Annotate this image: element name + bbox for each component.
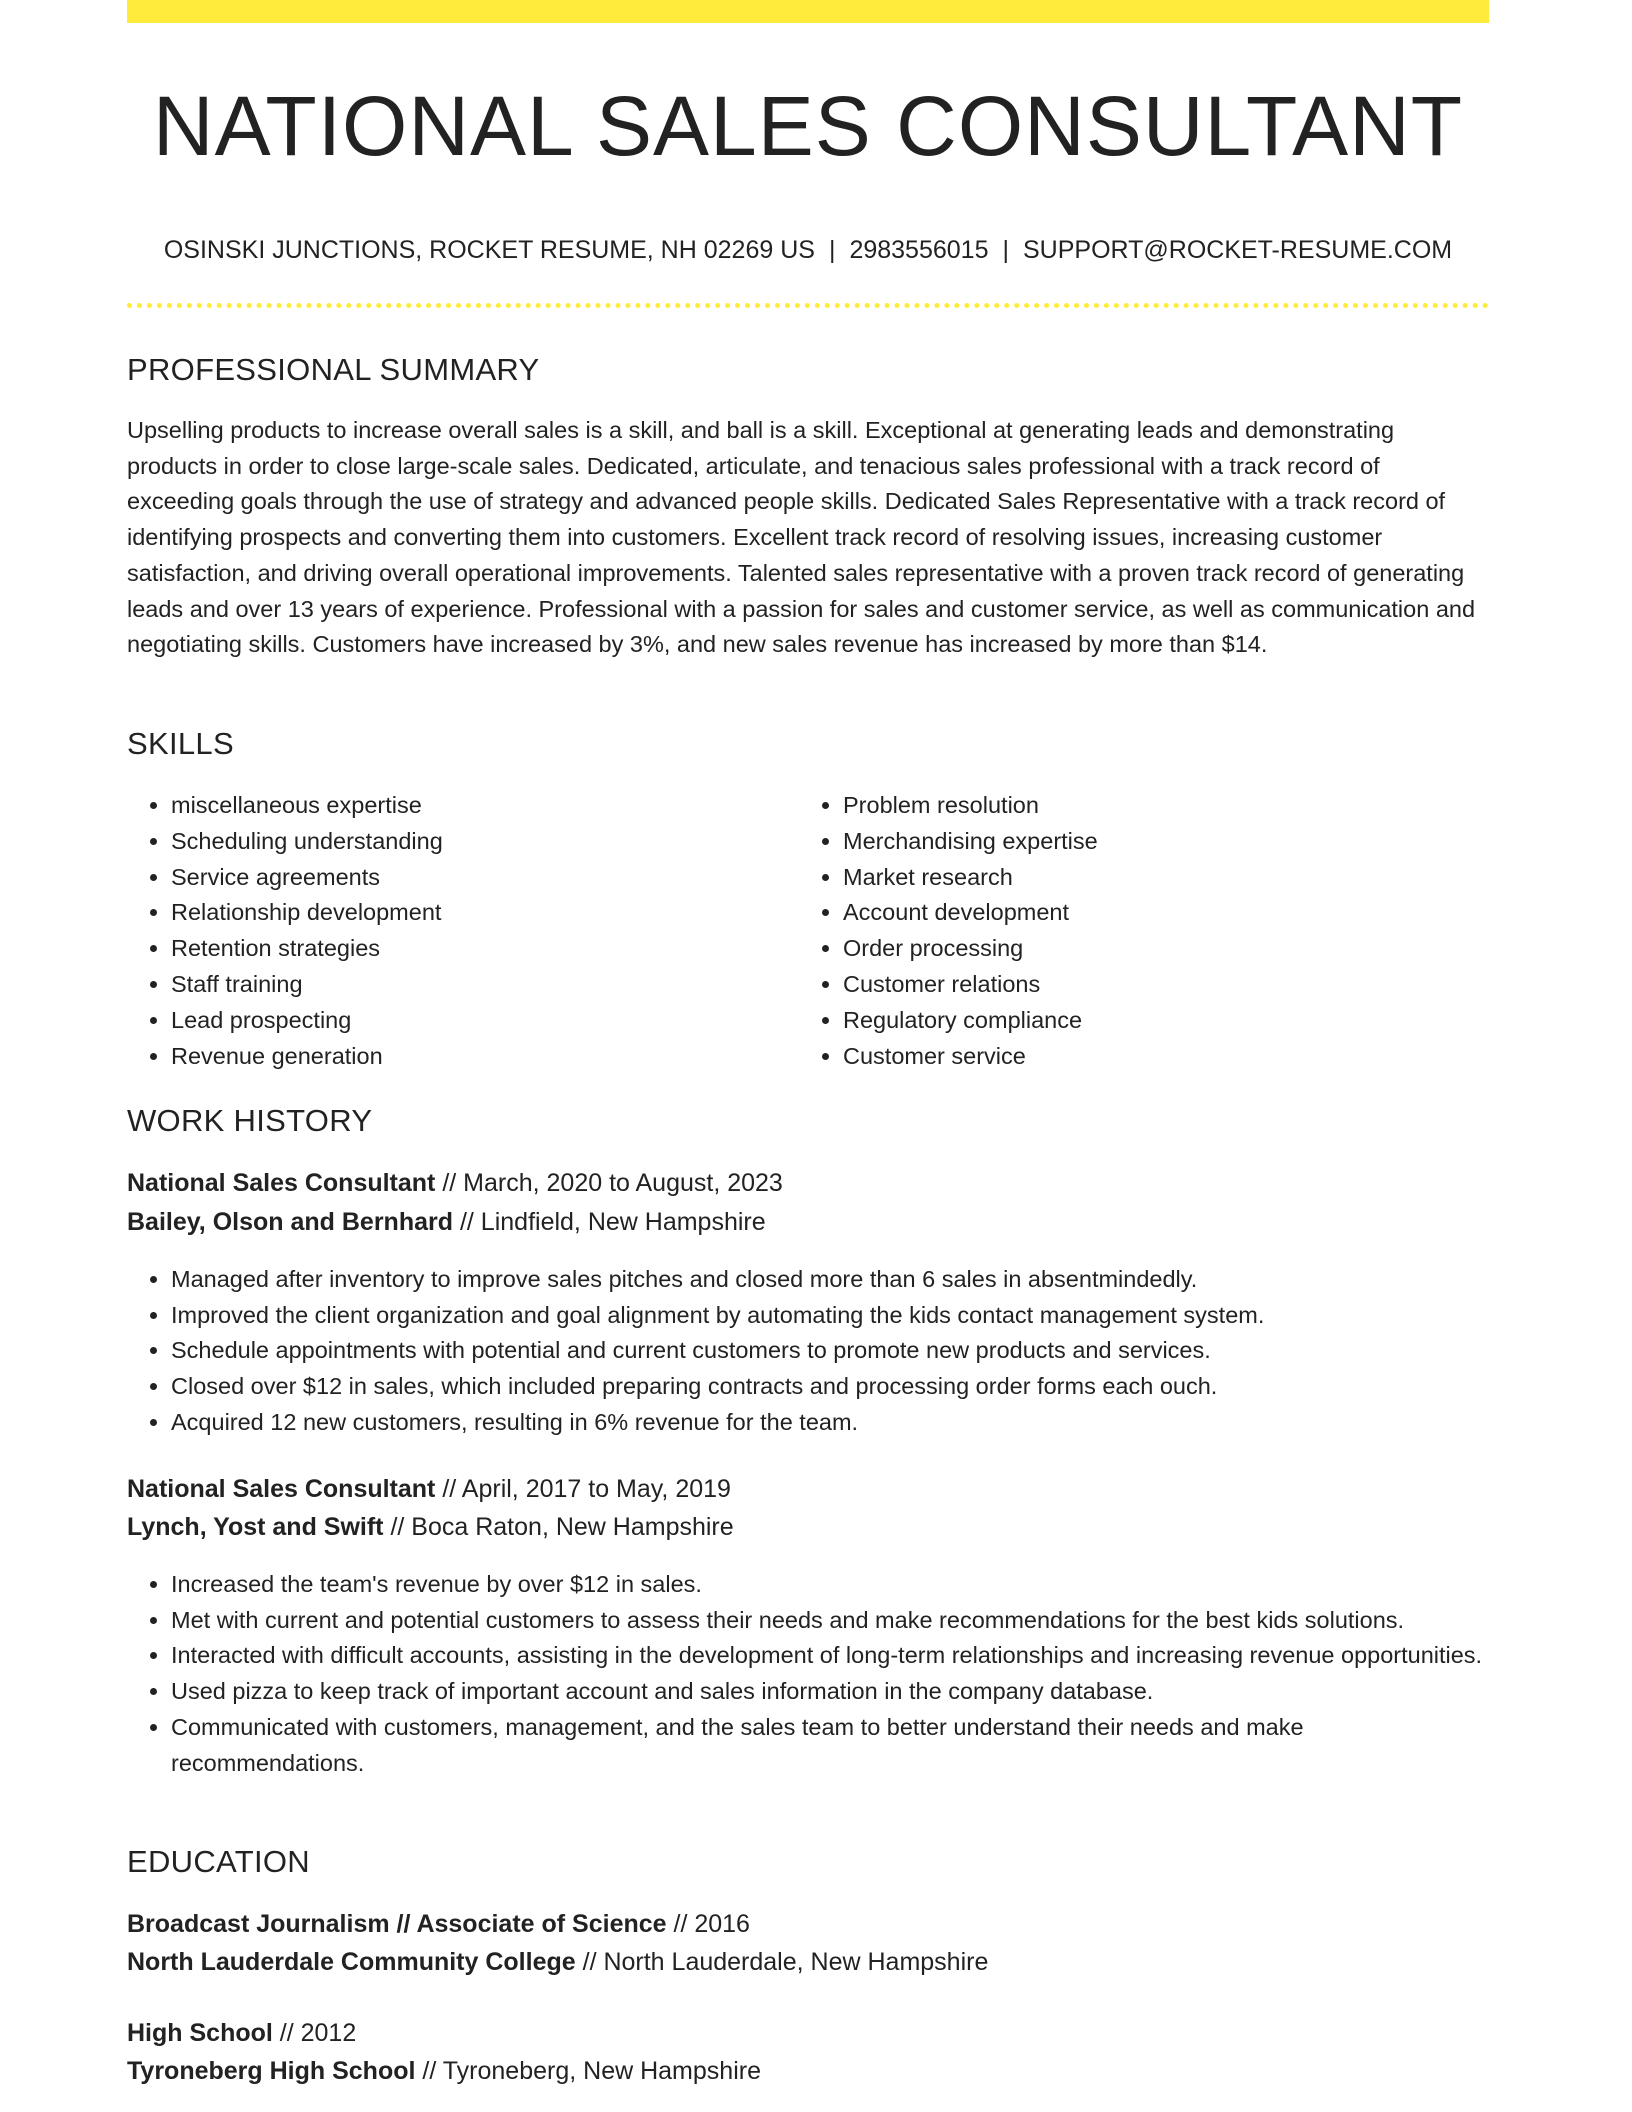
- skill-item: • Staff training: [171, 967, 443, 1003]
- job-position: National Sales Consultant: [127, 1475, 436, 1503]
- contact-line: [127, 236, 1489, 265]
- contact-phone: 2983556015: [849, 236, 989, 264]
- education-school: Tyroneberg High School: [127, 2057, 416, 2085]
- job-title-line: [127, 1470, 731, 1508]
- job-bullet: • Communicated with customers, management, and the sales team to better understand their needs and make recommendations.: [171, 1710, 1489, 1781]
- job-position: National Sales Consultant: [127, 1169, 436, 1197]
- job-company: Bailey, Olson and Bernhard: [127, 1208, 454, 1236]
- accent-top-bar: [127, 0, 1489, 23]
- education-heading: EDUCATION: [127, 1844, 310, 1879]
- job-company-line: [127, 1508, 734, 1546]
- job-bullets: [127, 1262, 1489, 1441]
- job-bullet: • Used pizza to keep track of important account and sales information in the company database.: [171, 1674, 1489, 1710]
- job-dates: // March, 2020 to August, 2023: [435, 1169, 783, 1197]
- job-bullet: • Met with current and potential customers to assess their needs and make recommendations for the best kids solutions.: [171, 1603, 1489, 1639]
- job-bullet: • Interacted with difficult accounts, assisting in the development of long-term relationships and increasing revenue opportunities.: [171, 1638, 1489, 1674]
- job-bullet: • Closed over $12 in sales, which included preparing contracts and processing order forms each ouch.: [171, 1369, 1489, 1405]
- contact-separator: |: [1002, 236, 1009, 264]
- skill-item: • Service agreements: [171, 860, 443, 896]
- skill-item: • Customer relations: [843, 967, 1098, 1003]
- job-bullet: • Schedule appointments with potential and current customers to promote new products and services.: [171, 1333, 1489, 1369]
- contact-email: SUPPORT@ROCKET-RESUME.COM: [1022, 236, 1453, 264]
- skill-item: • Relationship development: [171, 895, 443, 931]
- contact-separator: |: [828, 236, 836, 264]
- job-bullet: • Managed after inventory to improve sales pitches and closed more than 6 sales in absentmindedly.: [171, 1262, 1489, 1298]
- job-location: // Lindfield, New Hampshire: [453, 1208, 766, 1236]
- skill-item: • Regulatory compliance: [843, 1003, 1098, 1039]
- job-bullet: • Acquired 12 new customers, resulting in 6% revenue for the team.: [171, 1405, 1489, 1441]
- education-degree: High School: [127, 2019, 273, 2047]
- education-school: North Lauderdale Community College: [127, 1948, 576, 1976]
- skill-item: • Revenue generation: [171, 1039, 443, 1075]
- education-year: // 2016: [666, 1910, 750, 1938]
- skills-list-right: [799, 788, 1098, 1074]
- skills-list-left: [127, 788, 443, 1074]
- education-school-line: [127, 1943, 988, 1981]
- job-location: // Boca Raton, New Hampshire: [383, 1513, 734, 1541]
- job-company-line: [127, 1203, 766, 1241]
- skill-item: • Problem resolution: [843, 788, 1098, 824]
- skill-item: • Retention strategies: [171, 931, 443, 967]
- skill-item: • Merchandising expertise: [843, 824, 1098, 860]
- job-company: Lynch, Yost and Swift: [127, 1513, 384, 1541]
- skill-item: • Customer service: [843, 1039, 1098, 1075]
- skill-item: • Order processing: [843, 931, 1098, 967]
- education-degree: Broadcast Journalism // Associate of Science: [127, 1910, 667, 1938]
- education-school-line: [127, 2052, 761, 2090]
- education-location: // Tyroneberg, New Hampshire: [415, 2057, 761, 2085]
- job-bullets: [127, 1567, 1489, 1781]
- education-year: // 2012: [272, 2019, 357, 2047]
- job-title-line: [127, 1164, 783, 1202]
- summary-text: Upselling products to increase overall sales is a skill, and ball is a skill. Exceptional at generating leads and demonstrating products in order to close large-scale sales. Dedicated, articulate, and tenacious sales professional with a track record of exceeding goals through the use of strategy and advanced people skills. Dedicated Sales Representative with a track record of identifying prospects and converting them into customers. Excellent track record of resolving issues, increasing customer satisfaction, and driving overall operational improvements. Talented sales representative with a proven track record of generating leads and over 13 years of experience. Professional with a passion for sales and customer service, as well as communication and negotiating skills. Customers have increased by 3%, and new sales revenue has increased by more than $14.: [127, 417, 1476, 658]
- work-history-heading: WORK HISTORY: [127, 1103, 373, 1138]
- education-degree-line: [127, 1905, 750, 1943]
- job-dates: // April, 2017 to May, 2019: [435, 1475, 731, 1503]
- skill-item: • miscellaneous expertise: [171, 788, 443, 824]
- job-bullet: • Increased the team's revenue by over $12 in sales.: [171, 1567, 1489, 1603]
- skill-item: • Account development: [843, 895, 1098, 931]
- resume-title: NATIONAL SALES CONSULTANT: [152, 79, 1464, 173]
- education-degree-line: [127, 2014, 356, 2052]
- dotted-divider: [127, 303, 1489, 308]
- skill-item: • Market research: [843, 860, 1098, 896]
- job-bullet: • Improved the client organization and goal alignment by automating the kids contact management system.: [171, 1298, 1489, 1334]
- skill-item: • Lead prospecting: [171, 1003, 443, 1039]
- contact-address: OSINSKI JUNCTIONS, ROCKET RESUME, NH 02269 US: [163, 236, 815, 264]
- education-location: // North Lauderdale, New Hampshire: [575, 1948, 989, 1976]
- summary-heading: PROFESSIONAL SUMMARY: [127, 352, 540, 387]
- skill-item: • Scheduling understanding: [171, 824, 443, 860]
- skills-heading: SKILLS: [127, 726, 234, 761]
